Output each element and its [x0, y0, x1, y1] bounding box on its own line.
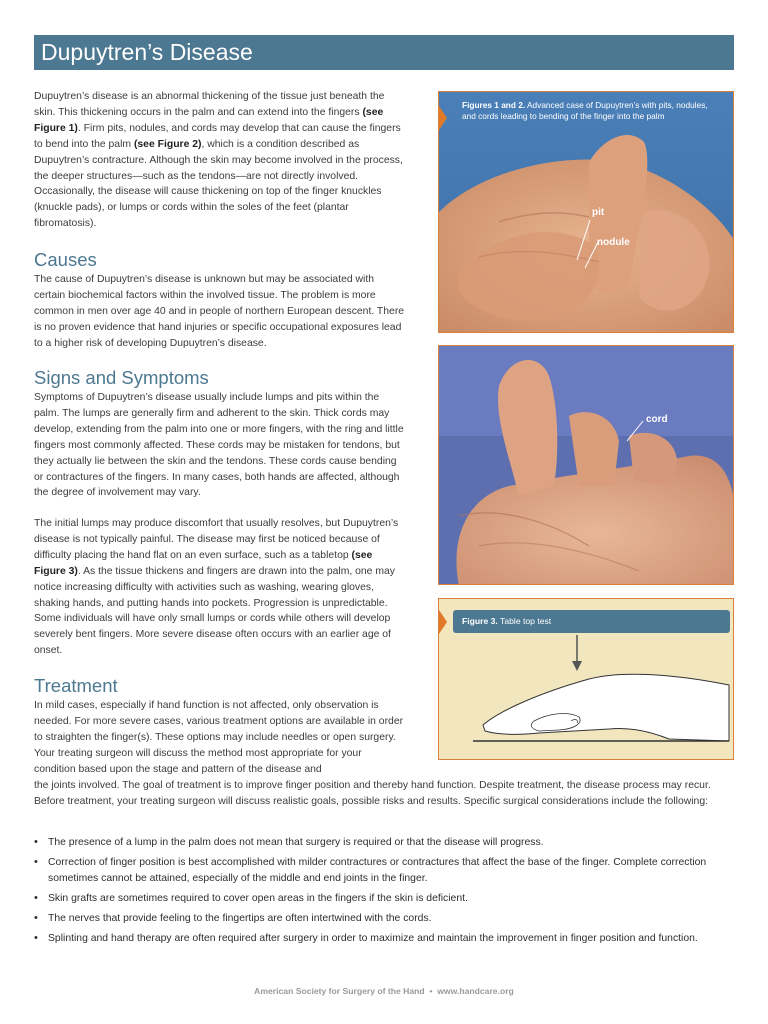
- treatment-heading: Treatment: [34, 675, 118, 696]
- signs-heading: Signs and Symptoms: [34, 367, 209, 388]
- figure-2-photo: [438, 345, 734, 585]
- label-cord: cord: [646, 414, 668, 425]
- figure-2-image: [439, 346, 734, 585]
- label-nodule: nodule: [597, 237, 630, 248]
- figure-3-caption: Figure 3. Table top test: [462, 616, 552, 626]
- label-pit: pit: [592, 207, 605, 218]
- list-item: • Correction of finger position is best accomplished with milder contractures or contractures that affect the base of the finger. Complete correction sometimes cannot be attained, especially of the middle and end joints in the finger.: [34, 855, 707, 884]
- figure-3-image: [439, 599, 734, 760]
- figure-3-illustration: [438, 598, 734, 760]
- causes-heading: Causes: [34, 249, 97, 270]
- signs-paragraph-1: Symptoms of Dupuytren’s disease usually include lumps and pits within the palm. The lumps are generally firm and adherent to the skin. Thick cords may develop, extending from the palm into one or more fingers, with the ring and little fingers most commonly affected. These cords may be mistaken for tendons, but they actually lie between the skin and the tendons. These cords cause bending or contractures of the fingers. In many cases, both hands are affected, although the degree of involvement may vary.: [34, 392, 404, 499]
- footer-separator: •: [429, 986, 433, 996]
- list-item: • The presence of a lump in the palm does not mean that surgery is required or that the disease will progress.: [34, 836, 544, 848]
- treatment-paragraph-1: In mild cases, especially if hand function is not affected, only observation is needed. For more severe cases, various treatment options are available in order to straighten the finger(s). These options may include needles or open surgery. Your treating surgeon will discuss the method most appropriate for your condition based upon the stage and pattern of the disease and: [34, 700, 404, 775]
- footer-website: www.handcare.org: [437, 986, 514, 996]
- causes-paragraph: The cause of Dupuytren’s disease is unknown but may be associated with certain biochemical factors within the involved tissue. The problem is more common in men over age 40 and in people of northern European descent. There is no proven evidence that hand injuries or specific occupational exposures lead to a higher risk of developing Dupuytren’s disease.: [34, 274, 405, 349]
- list-item: • The nerves that provide feeling to the fingertips are often intertwined with the cords.: [34, 911, 432, 924]
- treatment-paragraph-2: the joints involved. The goal of treatment is to improve finger position and thereby hand function. Despite treatment, the disease process may recur. Before treatment, your treating surgeon will discuss realistic goals, possible risks and results. Specific surgical considerations include the following:: [34, 780, 711, 807]
- figure-1-2-caption: Figures 1 and 2. Advanced case of Dupuytren’s with pits, nodules, and cords leading to bending of the finger into the palm: [462, 100, 708, 121]
- intro-paragraph: Dupuytren’s disease is an abnormal thickening of the tissue just beneath the skin. This thickening occurs in the palm and can extend into the fingers (see Figure 1). Firm pits, nodules, and cords may develop that can cause the fingers to bend into the palm (see Figure 2), which is a condition described as Dupuytren’s contracture. Although the skin may become involved in the process, the deeper structures—such as the tendons—are not directly involved. Occasionally, the disease will cause thickening on top of the finger knuckles (knuckle pads), or lumps or cords within the soles of the feet (plantar fibromatosis).: [34, 91, 403, 230]
- considerations-list: [34, 835, 736, 950]
- page-title: Dupuytren’s Disease: [41, 39, 253, 65]
- list-item: • Splinting and hand therapy are often required after surgery in order to maximize and maintain the improvement in finger position and function.: [34, 931, 698, 944]
- figure-arrow-marker: [439, 106, 447, 130]
- figure-1-image: [439, 92, 734, 333]
- figure-1-photo: [438, 91, 734, 333]
- title-banner: [34, 35, 734, 70]
- footer-org: American Society for Surgery of the Hand: [254, 986, 425, 996]
- list-item: • Skin grafts are sometimes required to cover open areas in the fingers if the skin is deficient.: [34, 891, 468, 904]
- signs-paragraph-2: The initial lumps may produce discomfort that usually resolves, but Dupuytren’s disease is not typically painful. The disease may first be noticed because of difficulty placing the hand flat on an even surface, such as a tabletop (see Figure 3). As the tissue thickens and fingers are drawn into the palm, one may notice increasing difficulty with activities such as washing, wearing gloves, shaking hands, and putting hands into pockets. Progression is unpredictable. Some individuals will have only small lumps or cords while others will develop severely bent fingers. More severe disease often occurs with an earlier age of onset.: [34, 518, 399, 657]
- footer: [0, 986, 768, 996]
